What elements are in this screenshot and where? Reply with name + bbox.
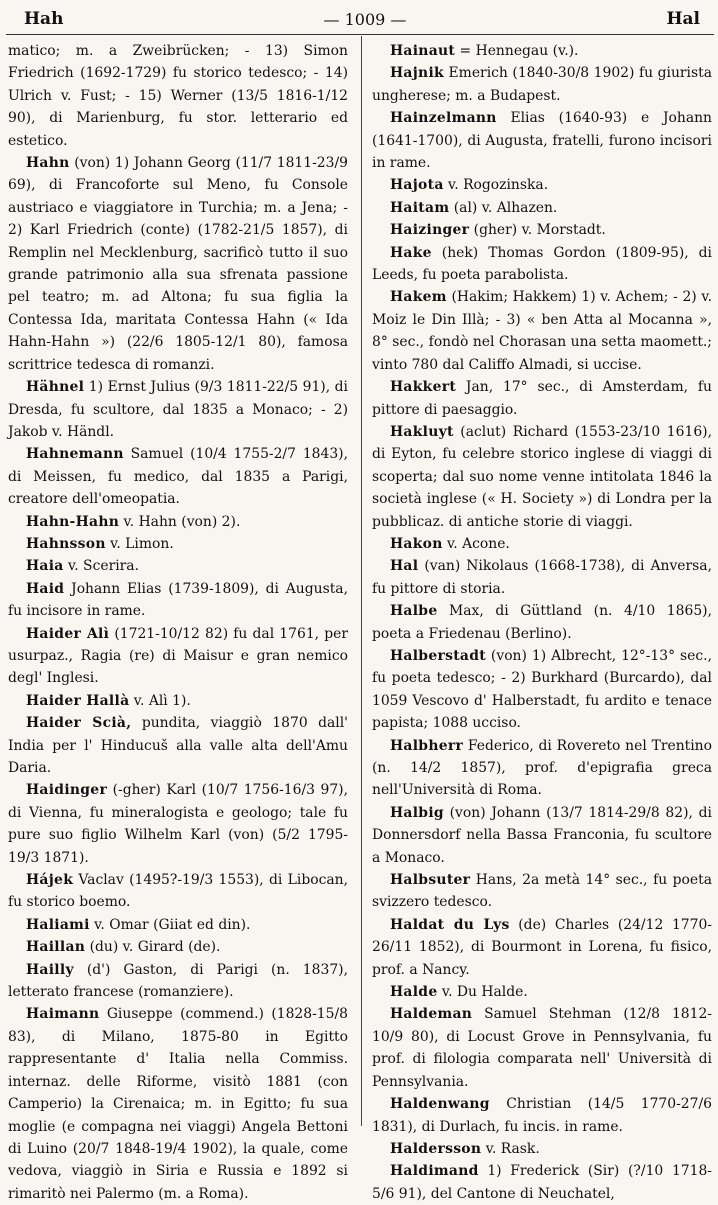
entry-text: Vaclav (1495?-19/3 1553), di Libocan, fu storico boemo.	[8, 872, 348, 911]
dictionary-entry	[372, 197, 712, 219]
entry-text: v. Rask.	[481, 1140, 540, 1157]
entry-text: (hek) Thomas Gordon (1809-95), di Leeds, fu poeta parabolista.	[372, 244, 712, 284]
entry-text: v. Acone.	[442, 535, 510, 552]
dictionary-entry	[372, 1003, 712, 1093]
entry-headword: Hake	[390, 244, 432, 261]
page-number: — 1009 —	[323, 9, 407, 29]
entry-headword: Hahnemann	[26, 446, 124, 463]
entry-headword: Hahn	[26, 155, 70, 172]
entry-text: Samuel Stehman (12/8 1812-10/9 80), di Locust Grove in Pennsylvania, fu prof. di filologia comparata nell' Università di Pennsylvania.	[372, 1006, 712, 1090]
entry-headword: Halbig	[390, 804, 444, 821]
entry-headword: Hakkert	[390, 379, 457, 396]
entry-headword: Halbe	[390, 603, 438, 620]
right-column	[372, 40, 712, 1205]
entry-headword: Haider Scià,	[26, 715, 132, 732]
dictionary-entry	[8, 152, 348, 376]
dictionary-entry	[8, 779, 348, 869]
entry-text: Jan, 17° sec., di Amsterdam, fu pittore di paesaggio.	[372, 379, 712, 418]
entry-headword: Hahn-Hahn	[26, 513, 120, 530]
entry-text: (-gher) Karl (10/7 1756-16/3 97), di Vienna, fu mineralogista e geologo; tale fu pure suo figlio Wilhelm Karl (von) (5/2 1795-19/3 1871).	[8, 782, 348, 866]
entry-headword: Haldersson	[390, 1140, 482, 1157]
entry-text: Johann Elias (1739-1809), di Augusta, fu incisore in rame.	[8, 580, 348, 620]
entry-headword: Hahnsson	[26, 535, 106, 552]
dictionary-entry	[372, 555, 712, 600]
dictionary-entry	[372, 869, 712, 914]
page-header	[0, 0, 718, 34]
entry-text: (1721-10/12 82) fu dal 1761, per usurpaz., Ragia (re) di Maisur e gran nemico degl' Inglesi.	[8, 625, 348, 687]
header-left-word: Hah	[24, 9, 64, 29]
dictionary-entry	[372, 62, 712, 107]
entry-headword: Hakluyt	[390, 423, 454, 440]
entry-text: v. Alì 1).	[129, 692, 191, 709]
entry-text: 1) Frederick (Sir) (?/10 1718-5/6 91), del Cantone di Neuchatel,	[372, 1163, 712, 1202]
dictionary-entry	[372, 1093, 712, 1138]
dictionary-entry	[372, 421, 712, 533]
entry-text: (al) v. Alhazen.	[449, 199, 558, 216]
entry-headword: Hal	[390, 558, 419, 575]
dictionary-entry	[8, 869, 348, 914]
entry-headword: Haldenwang	[390, 1096, 490, 1113]
dictionary-entry	[8, 533, 348, 555]
entry-headword: Halbsuter	[390, 872, 471, 889]
entry-text: (von) Johann (13/7 1814-29/8 82), di Donnersdorf nella Bassa Franconia, fu scultore a Monaco.	[372, 804, 712, 866]
dictionary-entry	[8, 914, 348, 936]
entry-text: (Hakim; Hakkem) 1) v. Achem; - 2) v. Moiz le Din Illà; - 3) « ben Atta al Mocanna », 8° sec., fondò nel Chorasan una setta maomett.; vinto 780 dal Califfo Almadi, si uccise.	[372, 289, 712, 373]
header-rule	[6, 34, 714, 35]
entry-headword: Hähnel	[26, 379, 85, 396]
entry-text: matico; m. a Zweibrücken; - 13) Simon Friedrich (1692-1729) fu storico tedesco; - 14) Ulrich v. Fust; - 15) Werner (13/5 1816-1/12 90), di Marienburg, fu stor. letterario ed estetico.	[8, 43, 348, 149]
dictionary-entry	[372, 645, 712, 735]
entry-headword: Haldeman	[390, 1006, 473, 1023]
dictionary-entry	[8, 623, 348, 690]
header-right-word: Hal	[666, 9, 700, 29]
entry-headword: Haliami	[26, 916, 90, 933]
entry-headword: Haider Alì	[26, 625, 110, 642]
entry-text: (von) 1) Albrecht, 12°-13° sec., fu poeta tedesco; - 2) Burkhard (Burcardo), dal 1059 Vescovo d' Halberstadt, fu ardito e tenace papista; 1088 ucciso.	[372, 647, 712, 732]
entry-text: v. Omar (Giiat ed din).	[89, 916, 251, 933]
dictionary-entry	[372, 914, 712, 981]
dictionary-entry	[8, 936, 348, 958]
entry-text: (gher) v. Morstadt.	[469, 222, 606, 239]
dictionary-entry	[8, 1003, 348, 1205]
entry-text: Emerich (1840-30/8 1902) fu giurista ungherese; m. a Budapest.	[372, 65, 712, 104]
entry-headword: Haimann	[26, 1006, 100, 1023]
entry-text: v. Limon.	[105, 535, 174, 552]
entry-headword: Hajnik	[390, 65, 444, 82]
entry-text: Max, di Güttland (n. 4/10 1865), poeta a Friedenau (Berlino).	[372, 603, 712, 642]
dictionary-entry	[372, 174, 712, 196]
entry-headword: Halbherr	[390, 737, 464, 754]
entry-headword: Haia	[26, 558, 64, 575]
entry-text: v. Hahn (von) 2).	[119, 513, 241, 530]
entry-text: Federico, di Rovereto nel Trentino (n. 14/2 1857), prof. d'epigrafia greca nell'Università di Roma.	[372, 737, 712, 799]
dictionary-entry	[8, 555, 348, 577]
entry-text: 1) Ernst Julius (9/3 1811-22/5 91), di Dresda, fu scultore, dal 1835 a Monaco; - 2) Jakob v. Händl.	[8, 379, 348, 440]
dictionary-entry	[372, 802, 712, 869]
entry-text: Hans, 2a metà 14° sec., fu poeta svizzero tedesco.	[372, 872, 712, 911]
column-divider	[361, 36, 362, 1126]
dictionary-entry	[8, 511, 348, 533]
dictionary-entry	[372, 219, 712, 241]
entry-headword: Hájek	[26, 872, 74, 889]
entry-text: v. Rogozinska.	[443, 177, 549, 194]
entry-headword: Hakon	[390, 535, 443, 552]
entry-headword: Hailly	[26, 961, 74, 978]
entry-headword: Halberstadt	[390, 647, 486, 664]
entry-headword: Haider Hallà	[26, 692, 130, 709]
dictionary-entry	[372, 107, 712, 174]
dictionary-entry	[372, 1160, 712, 1205]
entry-headword: Hakem	[390, 289, 447, 306]
entry-headword: Haillan	[26, 939, 86, 956]
dictionary-entry	[8, 376, 348, 443]
entry-text: Elias (1640-93) e Johann (1641-1700), di Augusta, fratelli, furono incisori in rame.	[372, 110, 712, 172]
entry-text: (van) Nikolaus (1668-1738), di Anversa, fu pittore di storia.	[372, 558, 712, 597]
entry-headword: Haldat du Lys	[390, 916, 510, 933]
entry-text: (aclut) Richard (1553-23/10 1616), di Eyton, fu celebre storico inglese di viaggi di scoperta; dal suo nome venne intitolata 1846 la società inglese (« H. Society ») di Londra per la pubblicaz. di antiche storie di viaggi.	[372, 423, 712, 530]
entry-text: (de) Charles (24/12 1770-26/11 1852), di Bourmont in Lorena, fu fisico, prof. a Nancy.	[372, 916, 712, 978]
dictionary-entry	[372, 1138, 712, 1160]
entry-headword: Hainaut	[390, 43, 456, 59]
entry-headword: Hainzelmann	[390, 110, 497, 127]
dictionary-entry	[372, 600, 712, 645]
entry-text: Giuseppe (commend.) (1828-15/8 83), di Milano, 1875-80 in Egitto rappresentante d' Italia nella Commiss. internaz. delle Riforme, visitò 1881 (con Camperio) la Cirenaica; m. in Egitto; fu sua moglie (e compagna nei viaggi) Angela Bettoni di Luino (20/7 1848-19/4 1902), la quale, come vedova, viaggiò in Siria e Russia e 1892 si rimaritò nei Palermo (m. a Roma).	[8, 1006, 348, 1202]
entry-headword: Hajota	[390, 177, 444, 194]
entry-text: (d') Gaston, di Parigi (n. 1837), letterato francese (romanziere).	[8, 961, 348, 1001]
entry-headword: Haizinger	[390, 222, 470, 239]
entry-headword: Halde	[390, 984, 438, 1001]
entry-text: v. Du Halde.	[437, 984, 528, 1001]
dictionary-entry	[8, 690, 348, 712]
dictionary-entry	[8, 443, 348, 510]
dictionary-entry	[8, 578, 348, 623]
entry-text: (du) v. Girard (de).	[85, 939, 221, 956]
entry-text: v. Scerira.	[63, 558, 139, 575]
dictionary-entry	[372, 981, 712, 1003]
entry-text: Christian (14/5 1770-27/6 1831), di Durlach, fu incis. in rame.	[372, 1096, 712, 1135]
entry-text: = Hennegau (v.).	[455, 43, 579, 59]
dictionary-entry	[372, 735, 712, 802]
entry-text: Samuel (10/4 1755-2/7 1843), di Meissen, fu medico, dal 1835 a Parigi, creatore dell'omeopatia.	[8, 446, 348, 508]
dictionary-entry	[8, 40, 348, 152]
entry-text: pundita, viaggiò 1870 dall' India per l' Hinducuš alla valle alta dell'Amu Daria.	[8, 715, 348, 776]
entry-headword: Haid	[26, 580, 65, 597]
entry-headword: Haldimand	[390, 1163, 479, 1180]
dictionary-entry	[372, 40, 712, 62]
dictionary-entry	[372, 242, 712, 287]
dictionary-entry	[372, 533, 712, 555]
dictionary-entry	[372, 286, 712, 376]
dictionary-entry	[8, 712, 348, 779]
entry-headword: Haidinger	[26, 782, 108, 799]
entry-headword: Haitam	[390, 199, 450, 216]
entry-text: (von) 1) Johann Georg (11/7 1811-23/9 69), di Francoforte sul Meno, fu Console austriaco e viaggiatore in Turchia; m. a Jena; - 2) Karl Friedrich (conte) (1782-21/5 1857), di Remplin nel Mecklenburg, sacrificò tutto il suo grande patrimonio alla sua sfrenata passione pel teatro; m. ad Altona; fu sua figlia la Contessa Ida, maritata Contessa Hahn (« Ida Hahn-Hahn ») (22/6 1805-12/1 80), famosa scrittrice tedesca di romanzi.	[8, 155, 348, 373]
dictionary-entry	[372, 376, 712, 421]
left-column	[8, 40, 348, 1205]
dictionary-entry	[8, 959, 348, 1004]
